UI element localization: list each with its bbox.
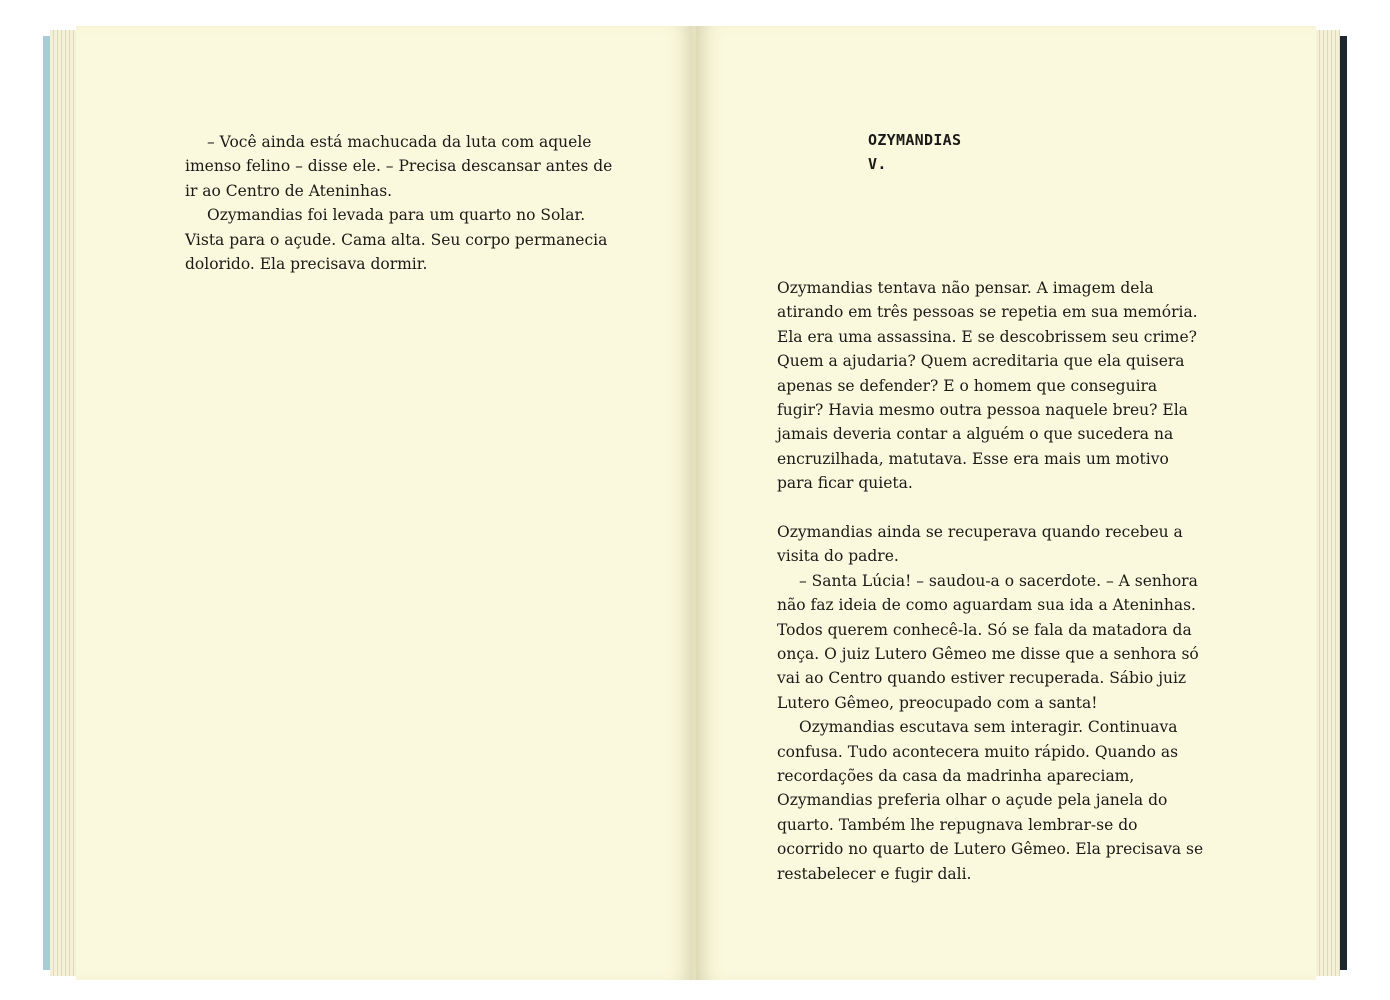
- paragraph: Ozymandias escutava sem interagir. Continuava confusa. Tudo acontecera muito rápido. Quando as recordações da casa da madrinha apareciam, Ozymandias preferia olhar o açude pela janela do quarto. Também lhe repugnava lembrar-se do ocorrido no quarto de Lutero Gêmeo. Ela precisava se restabelecer e fugir dali.: [777, 718, 1204, 883]
- page-edges-right: [1312, 30, 1340, 976]
- paragraph: – Você ainda está machucada da luta com aquele imenso felino – disse ele. – Precisa descansar antes de ir ao Centro de Ateninhas.: [185, 133, 613, 200]
- chapter-title: OZYMANDIAS: [868, 131, 962, 149]
- left-page-text: [185, 130, 615, 276]
- book-gutter: [692, 26, 696, 980]
- right-page-section-2: [777, 520, 1205, 886]
- right-page-section-1: [777, 276, 1205, 496]
- paragraph: – Santa Lúcia! – saudou-a o sacerdote. – A senhora não faz ideia de como aguardam sua ida a Ateninhas. Todos querem conhecê-la. Só se fala da matadora da onça. O juiz Lutero Gêmeo me disse que a senhora só vai ao Centro quando estiver recuperada. Sábio juiz Lutero Gêmeo, preocupado com a santa!: [777, 571, 1199, 712]
- paragraph: Ozymandias tentava não pensar. A imagem dela atirando em três pessoas se repetia em sua memória. Ela era uma assassina. E se descobrissem seu crime? Quem a ajudaria? Quem acreditaria que ela quisera apenas se defender? E o homem que conseguira fugir? Havia mesmo outra pessoa naquele breu? Ela jamais deveria contar a alguém o que sucedera na encruzilhada, matutava. Esse era mais um motivo para ficar quieta.: [777, 279, 1198, 493]
- chapter-heading: [868, 128, 961, 176]
- chapter-number: V.: [868, 155, 887, 173]
- paragraph: Ozymandias foi levada para um quarto no Solar. Vista para o açude. Cama alta. Seu corpo permanecia dolorido. Ela precisava dormir.: [185, 206, 608, 274]
- paragraph: Ozymandias ainda se recuperava quando recebeu a visita do padre.: [777, 523, 1183, 566]
